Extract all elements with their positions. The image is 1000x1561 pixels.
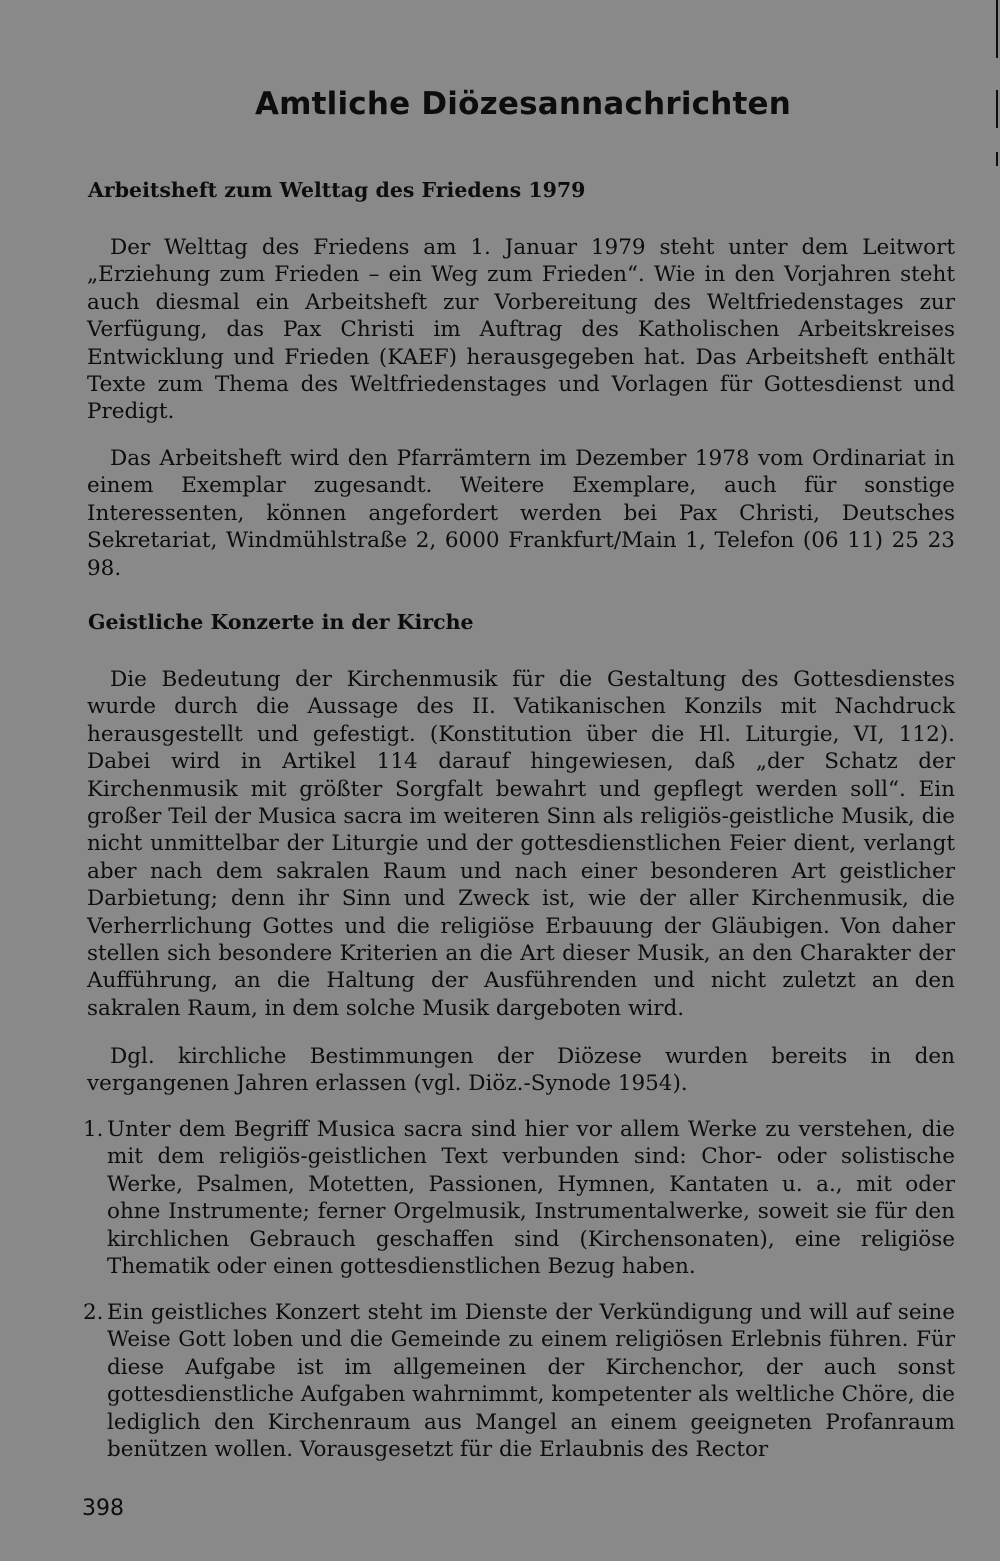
page-number: 398 (82, 1496, 124, 1521)
page-title: Amtliche Diözesannachrichten (254, 86, 792, 122)
list-item-text: Ein geistliches Konzert steht im Dienste der Verkündigung und will auf seine Weise Gott loben und die Gemeinde zu einem religiösen Erlebnis führen. Für diese Aufgabe ist im allgemeinen der Kirchenchor, der auch sonst gottesdienstliche Aufgaben wahrnimmt, kompetenter als weltliche Chöre, die lediglich den Kirchenraum aus Mangel an einem geeigneten Profanraum benützen wollen. Vorausgesetzt für die Erlaubnis des Rector (107, 1300, 955, 1463)
scan-edge-mark (996, 152, 998, 166)
list-item (83, 1299, 955, 1463)
section-heading-konzerte: Geistliche Konzerte in der Kirche (88, 610, 474, 634)
scan-edge-mark (996, 90, 998, 128)
list-item-text: Unter dem Begriff Musica sacra sind hier vor allem Werke zu verstehen, die mit dem religiös-geistlichen Text verbunden sind: Chor- oder solistische Werke, Psalmen, Motetten, Passionen, Hymnen, Kantaten u. a., mit oder ohne Instrumente; ferner Orgelmusik, Instrumentalwerke, soweit sie für den kirchlichen Gebrauch geschaffen sind (Kirchensonaten), eine religiöse Thematik oder einen gottesdienstlichen Bezug haben. (107, 1117, 955, 1280)
list-item (83, 1116, 955, 1280)
scan-edge-mark (996, 0, 998, 58)
list-item-number: 2. (83, 1300, 104, 1325)
paragraph: Das Arbeitsheft wird den Pfarrämtern im Dezember 1978 vom Ordinariat in einem Exemplar zugesandt. Weitere Exemplare, auch für sonstige Interessenten, können angefordert werden bei Pax Christi, Deutsches Sekretariat, Windmühlstraße 2, 6000 Frankfurt/Main 1, Telefon (06 11) 25 23 98. (87, 446, 955, 581)
paragraph: Die Bedeutung der Kirchenmusik für die Gestaltung des Gottesdienstes wurde durch die Aussage des II. Vatikanischen Konzils mit Nachdruck herausgestellt und gefestigt. (Konstitution über die Hl. Liturgie, VI, 112). Dabei wird in Artikel 114 darauf hingewiesen, daß „der Schatz der Kirchenmusik mit größter Sorgfalt bewahrt und gepflegt werden soll“. Ein großer Teil der Musica sacra im weiteren Sinn als religiös-geistliche Musik, die nicht unmittelbar der Liturgie und der gottesdienstlichen Feier dient, verlangt aber nach dem sakralen Raum und nach einer besonderen Art geistlicher Darbietung; denn ihr Sinn und Zweck ist, wie der aller Kirchenmusik, die Verherrlichung Gottes und die religiöse Erbauung der Gläubigen. Von daher stellen sich besondere Kriterien an die Art dieser Musik, an den Charakter der Aufführung, an die Haltung der Ausführenden und nicht zuletzt an den sakralen Raum, in dem solche Musik dargeboten wird. (87, 667, 955, 1021)
list-item-number: 1. (83, 1117, 104, 1142)
section-heading-welttag: Arbeitsheft zum Welttag des Friedens 1979 (88, 178, 586, 202)
paragraph: Dgl. kirchliche Bestimmungen der Diözese wurden bereits in den vergangenen Jahren erlassen (vgl. Diöz.-Synode 1954). (87, 1044, 955, 1097)
paragraph: Der Welttag des Friedens am 1. Januar 1979 steht unter dem Leitwort „Erziehung zum Frieden – ein Weg zum Frieden“. Wie in den Vorjahren steht auch diesmal ein Arbeitsheft zur Vorbereitung des Weltfriedenstages zur Verfügung, das Pax Christi im Auftrag des Katholischen Arbeitskreises Entwicklung und Frieden (KAEF) herausgegeben hat. Das Arbeitsheft enthält Texte zum Thema des Weltfriedenstages und Vorlagen für Gottesdienst und Predigt. (87, 235, 955, 425)
